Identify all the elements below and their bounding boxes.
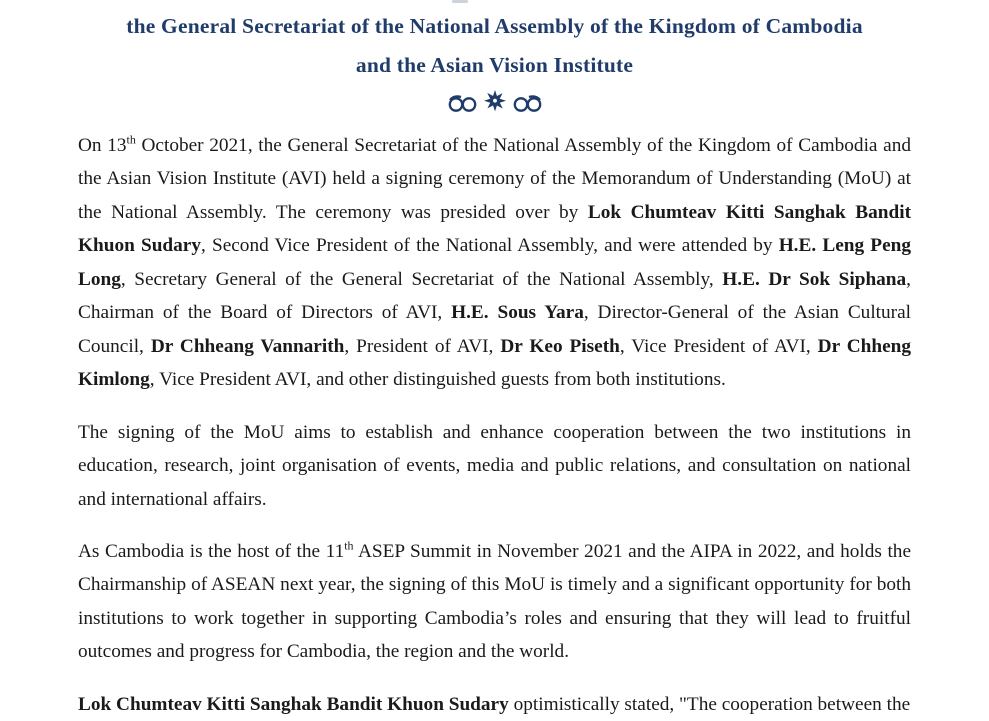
- text-run: , Second Vice President of the National Assembly, and were attended by: [200, 235, 779, 257]
- text-run: , Secretary General of the General Secretariat of the National Assembly,: [120, 268, 723, 290]
- text-run: th: [344, 538, 354, 553]
- paragraph: [78, 129, 911, 397]
- text-run: October 2021, the General Secretariat of the National Assembly of the Kingdom of Cambodia and the Asian Vision Institute (AVI) held a signing ceremony of the Memorandum of Understanding (MoU) at the National Assembly. The ceremony was presided over by: [78, 135, 911, 223]
- document-header: [0, 0, 989, 115]
- text-run: ASEP Summit in November 2021 and the AIPA in 2022, and holds the Chairmanship of ASEAN next year, the signing of this MoU is timely and a significant opportunity for both institutions to work together in supporting Cambodia’s roles and ensuring that they will lead to fruitful outcomes and progress for Cambodia, the region and the world.: [78, 540, 911, 663]
- text-run: On 13: [78, 135, 127, 156]
- bold-text-run: H.E. Sous Yara: [451, 302, 584, 324]
- text-run: , Director-General of the Asian Cultural Council,: [78, 302, 912, 357]
- bold-text-run: Dr Chheang Vannarith: [150, 335, 345, 357]
- text-run: optimistically stated, "The cooperation between the: [508, 693, 911, 715]
- title-line-1: the General Secretariat of the National Assembly of the Kingdom of Cambodia: [126, 14, 863, 38]
- paragraph: [78, 535, 911, 669]
- text-run: As Cambodia is the host of the 11: [78, 540, 345, 562]
- bold-text-run: H.E. Dr Sok Siphana: [722, 268, 907, 290]
- document-body: [78, 129, 911, 721]
- text-run: , Vice President AVI, and other distinguished guests from both institutions.: [149, 369, 726, 391]
- bold-text-run: Lok Chumteav Kitti Sanghak Bandit Khuon Sudary: [78, 693, 509, 715]
- text-run: , Chairman of the Board of Directors of AVI,: [78, 268, 911, 324]
- bold-text-run: H.E. Leng Peng Long: [78, 235, 911, 290]
- floral-divider-ornament: [0, 87, 989, 115]
- bold-text-run: Lok Chumteav Kitti Sanghak Bandit Khuon Sudary: [78, 201, 911, 257]
- text-run: th: [126, 132, 136, 147]
- paragraph: [78, 416, 911, 516]
- text-run: , Vice President of AVI,: [619, 335, 818, 357]
- bold-text-run: Dr Chheng Kimlong: [78, 335, 912, 391]
- text-run: , President of AVI,: [344, 335, 501, 357]
- clipped-text-remnant: [452, 0, 468, 3]
- paragraph: [78, 688, 911, 721]
- title-line-2: and the Asian Vision Institute: [355, 53, 634, 77]
- text-run: The signing of the MoU aims to establish and enhance cooperation between the two institutions in education, research, joint organisation of events, media and public relations, and consultation on national and international affairs.: [78, 421, 911, 510]
- bold-text-run: Dr Keo Piseth: [500, 335, 620, 357]
